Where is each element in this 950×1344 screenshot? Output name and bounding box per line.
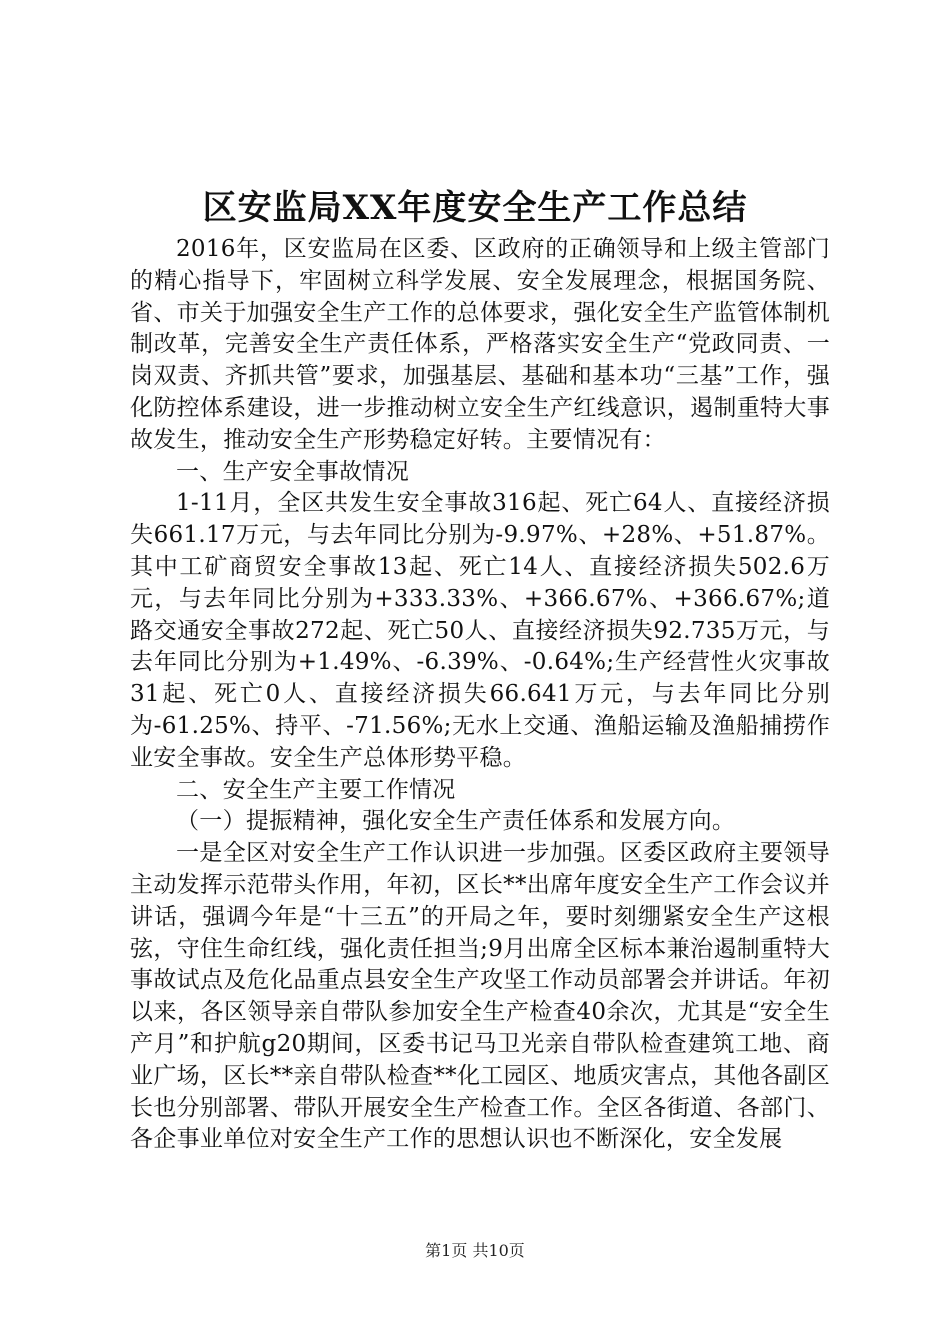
section-heading-accidents: 一、生产安全事故情况 [176,458,409,485]
paragraph-intro: 2016年，区安监局在区委、区政府的正确领导和上级主管部门的精心指导下，牢固树立科学发展、安全发展理念，根据国务院、省、市关于加强安全生产工作的总体要求，强化安全生产监管体制机制改革，完善安全生产责任体系，严格落实安全生产“党政同责、一岗双责、齐抓共管”要求，加强基层、基础和基本功“三基”工作，强化防控体系建设，进一步推动树立安全生产红线意识，遏制重特大事故发生，推动安全生产形势稳定好转。主要情况有： [130,236,830,453]
document-title: 区安监局XX年度安全生产工作总结 [202,188,748,228]
document-body [130,234,830,1156]
subsection-heading-1: （一）提振精神，强化安全生产责任体系和发展方向。 [176,808,736,835]
section-heading-main-work: 二、安全生产主要工作情况 [176,776,456,803]
paragraph-accident-stats: 1-11月，全区共发生安全事故316起、死亡64人、直接经济损失661.17万元，与去年同比分别为-9.97%、+28%、+51.87%。其中工矿商贸安全事故13起、死亡14人、直接经济损失502.6万元，与去年同比分别为+333.33%、+366.67%、+366.67%;道路交通安全事故272起、死亡50人、直接经济损失92.735万元，与去年同比分别为+1.49%、-6.39%、-0.64%;生产经营性火灾事故31起、死亡0人、直接经济损失66.641万元，与去年同比分别为-61.25%、持平、-71.56%;无水上交通、渔船运输及渔船捕捞作业安全事故。安全生产总体形势平稳。 [130,490,830,771]
paragraph-awareness: 一是全区对安全生产工作认识进一步加强。区委区政府主要领导主动发挥示范带头作用，年初，区长**出席年度安全生产工作会议并讲话，强调今年是“十三五”的开局之年，要时刻绷紧安全生产这根弦，守住生命红线，强化责任担当;9月出席全区标本兼治遏制重特大事故试点及危化品重点县安全生产攻坚工作动员部署会并讲话。年初以来，各区领导亲自带队参加安全生产检查40余次，尤其是“安全生产月”和护航g20期间，区委书记马卫光亲自带队检查建筑工地、商业广场，区长**亲自带队检查**化工园区、地质灾害点，其他各副区长也分别部署、带队开展安全生产检查工作。全区各街道、各部门、各企事业单位对安全生产工作的思想认识也不断深化，安全发展 [130,840,830,1153]
page-footer: 第1页 共10页 [425,1241,525,1260]
